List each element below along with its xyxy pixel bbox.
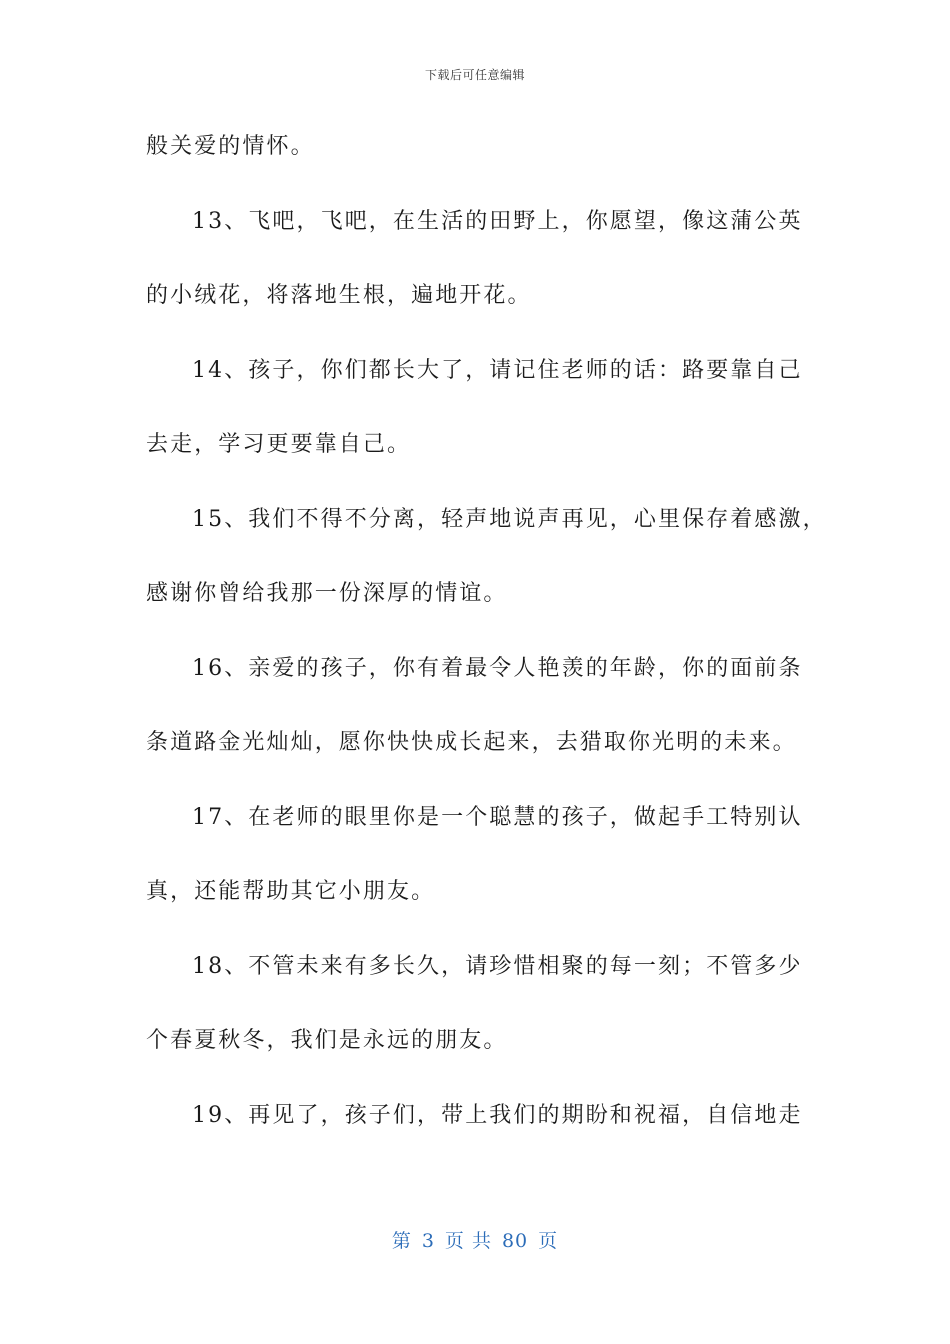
footer-total-pages: 80 <box>501 1230 529 1252</box>
text-line: 13、飞吧，飞吧，在生活的田野上，你愿望，像这蒲公英 <box>192 208 803 234</box>
footer-middle: 页 共 <box>444 1230 492 1252</box>
page-footer <box>0 1226 950 1253</box>
text-line: 个春夏秋冬，我们是永远的朋友。 <box>146 1028 508 1053</box>
page-header: 下载后可任意编辑 <box>424 68 525 82</box>
text-line: 真，还能帮助其它小朋友。 <box>146 879 436 904</box>
text-line: 14、孩子，你们都长大了，请记住老师的话：路要靠自己 <box>192 357 803 383</box>
footer-prefix: 第 <box>391 1230 412 1252</box>
document-body <box>146 128 827 1171</box>
footer-page-number: 3 <box>421 1230 435 1252</box>
text-line: 般关爱的情怀。 <box>146 134 315 159</box>
text-line: 19、再见了，孩子们，带上我们的期盼和祝福，自信地走 <box>192 1102 803 1128</box>
text-line: 感谢你曾给我那一份深厚的情谊。 <box>146 581 508 606</box>
text-line: 18、不管未来有多长久，请珍惜相聚的每一刻；不管多少 <box>192 953 803 979</box>
text-line: 16、亲爱的孩子，你有着最令人艳羡的年龄，你的面前条 <box>192 655 803 681</box>
footer-suffix: 页 <box>538 1230 559 1252</box>
text-line: 的小绒花，将落地生根，遍地开花。 <box>146 283 532 308</box>
text-line: 15、我们不得不分离，轻声地说声再见，心里保存着感激， <box>192 506 827 532</box>
text-line: 去走，学习更要靠自己。 <box>146 432 412 457</box>
text-line: 条道路金光灿灿，愿你快快成长起来，去猎取你光明的未来。 <box>146 730 797 755</box>
text-line: 17、在老师的眼里你是一个聪慧的孩子，做起手工特别认 <box>192 804 803 830</box>
